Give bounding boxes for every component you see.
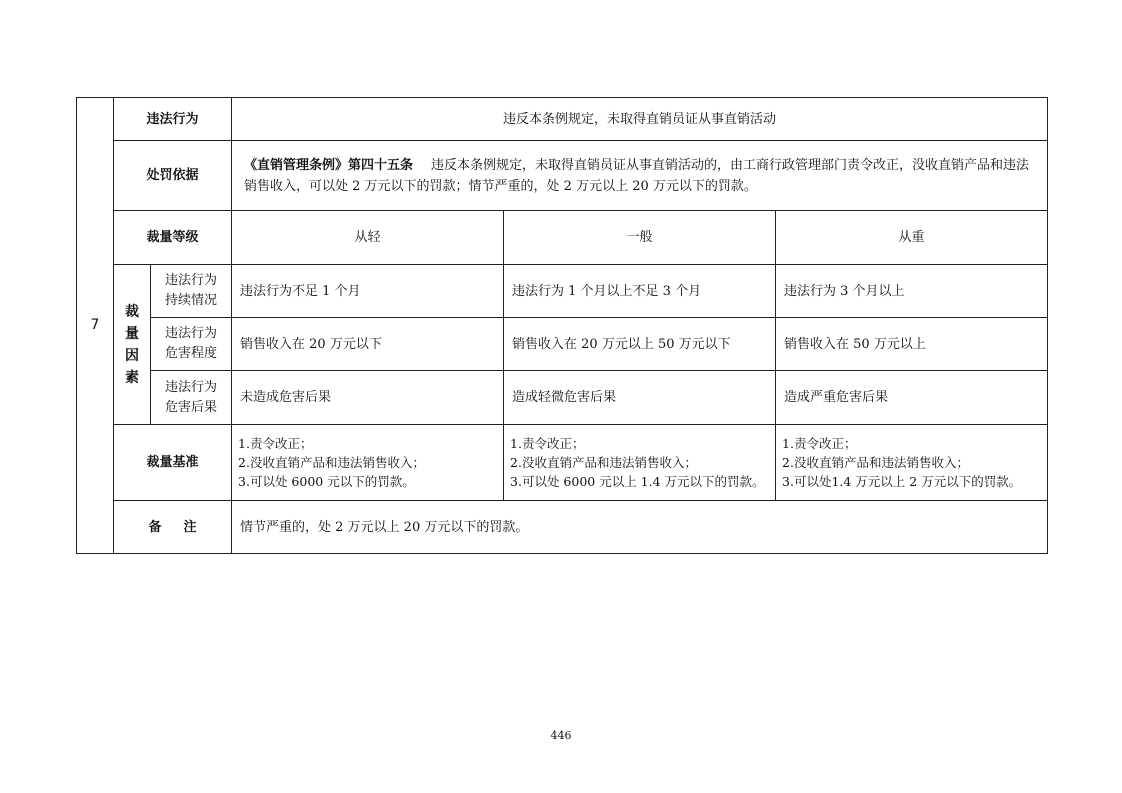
factor-name: 违法行为 危害程度 [151, 318, 232, 371]
level-light: 从轻 [232, 211, 504, 265]
penalty-basis-row [77, 141, 1048, 211]
page-number: 446 [550, 729, 572, 742]
factor-value-normal: 销售收入在 20 万元以上 50 万元以下 [504, 318, 776, 371]
violation-label: 违法行为 [114, 98, 232, 141]
row-number: 7 [77, 98, 114, 554]
standard-row [77, 425, 1048, 501]
factor-value-light: 违法行为不足 1 个月 [232, 265, 504, 318]
factor-value-heavy: 违法行为 3 个月以上 [776, 265, 1048, 318]
factor-value-light: 未造成危害后果 [232, 371, 504, 425]
factor-value-heavy: 销售收入在 50 万元以上 [776, 318, 1048, 371]
factor-row [77, 265, 1048, 318]
standard-label: 裁量基准 [114, 425, 232, 501]
factors-label-cell [114, 265, 151, 425]
level-heavy: 从重 [776, 211, 1048, 265]
remarks-label-cell [114, 501, 232, 554]
factors-label: 裁量因素 [125, 303, 139, 386]
factor-row [77, 371, 1048, 425]
factor-value-light: 销售收入在 20 万元以下 [232, 318, 504, 371]
level-normal: 一般 [504, 211, 776, 265]
standard-normal: 1.责令改正； 2.没收直销产品和违法销售收入； 3.可以处 6000 元以上 1.4 万元以下的罚款。 [504, 425, 776, 501]
remarks-row [77, 501, 1048, 554]
penalty-basis-cell [232, 141, 1048, 211]
levels-row [77, 211, 1048, 265]
factor-value-heavy: 造成严重危害后果 [776, 371, 1048, 425]
penalty-basis-text: 违反本条例规定，未取得直销员证从事直销活动的，由工商行政管理部门责令改正，没收直销产品和违法销售收入，可以处 2 万元以下的罚款；情节严重的，处 2 万元以上 20 万元以下的罚款。 [244, 157, 1030, 194]
factor-name: 违法行为 危害后果 [151, 371, 232, 425]
law-reference: 《直销管理条例》第四十五条 [244, 157, 414, 173]
factor-value-normal: 违法行为 1 个月以上不足 3 个月 [504, 265, 776, 318]
factor-row [77, 318, 1048, 371]
discretion-table [76, 97, 1048, 554]
factor-value-normal: 造成轻微危害后果 [504, 371, 776, 425]
violation-text: 违反本条例规定，未取得直销员证从事直销活动 [232, 98, 1048, 141]
remarks-label: 备注 [148, 519, 219, 535]
standard-light: 1.责令改正； 2.没收直销产品和违法销售收入； 3.可以处 6000 元以下的罚款。 [232, 425, 504, 501]
violation-row [77, 98, 1048, 141]
penalty-basis-label: 处罚依据 [114, 141, 232, 211]
levels-label: 裁量等级 [114, 211, 232, 265]
standard-heavy: 1.责令改正； 2.没收直销产品和违法销售收入； 3.可以处1.4 万元以上 2 万元以下的罚款。 [776, 425, 1048, 501]
remarks-text: 情节严重的，处 2 万元以上 20 万元以下的罚款。 [232, 501, 1048, 554]
factor-name: 违法行为 持续情况 [151, 265, 232, 318]
